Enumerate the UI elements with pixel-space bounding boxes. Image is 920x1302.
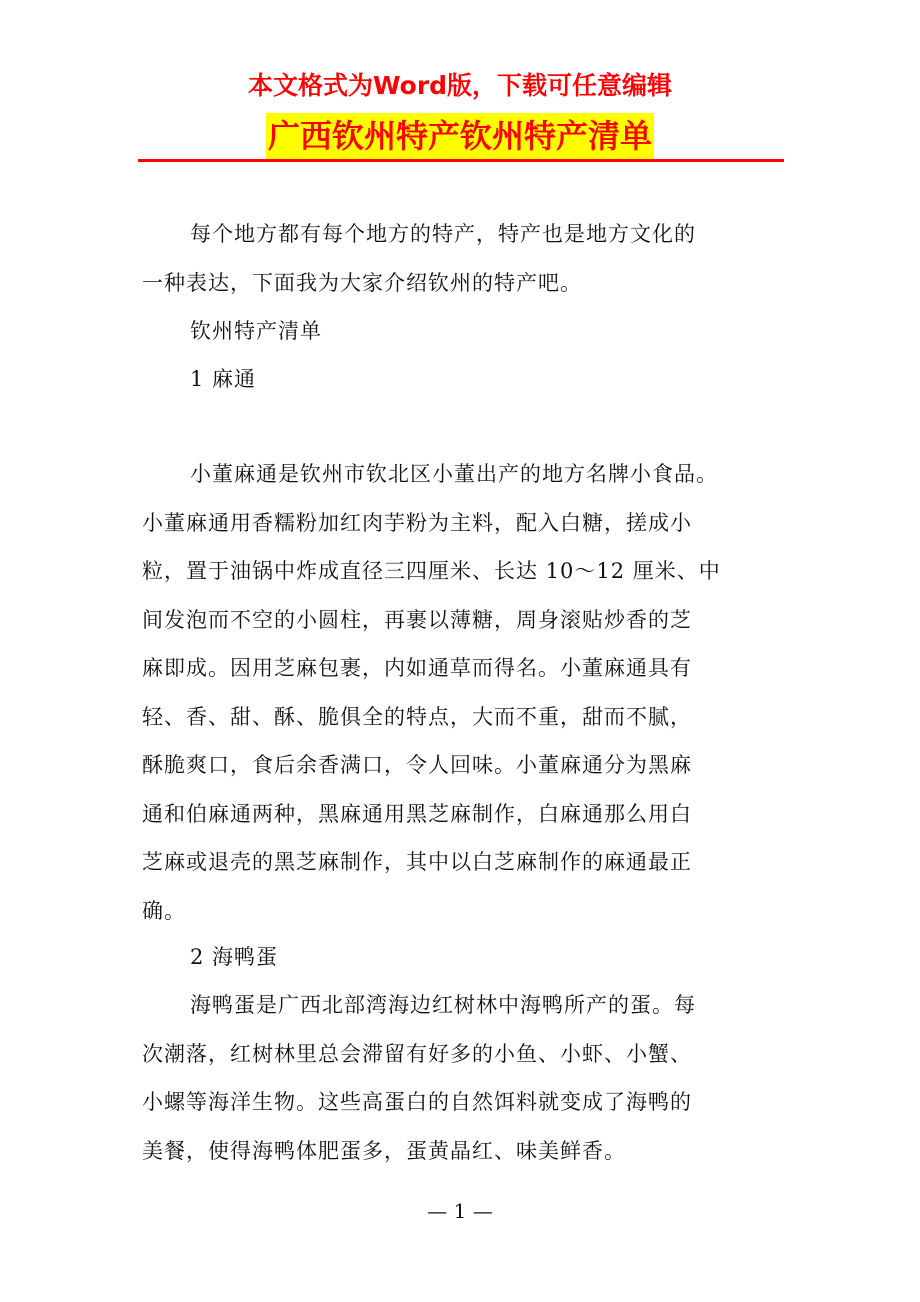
document-title-text: 广西钦州特产钦州特产清单 [266, 113, 654, 159]
section-heading-text: 钦州特产清单 [190, 319, 322, 343]
intro-paragraph [142, 210, 778, 307]
item-heading-2 [142, 933, 778, 982]
item-heading-text: 1 麻通 [190, 367, 257, 391]
paragraph-line: 小螺等海洋生物。这些高蛋白的自然饵料就变成了海鸭的 [142, 1090, 692, 1114]
item-heading-text: 2 海鸭蛋 [190, 945, 279, 969]
paragraph-line: 海鸭蛋是广西北部湾海边红树林中海鸭所产的蛋。每 [190, 993, 696, 1017]
paragraph-line: 次潮落，红树林里总会滞留有好多的小鱼、小虾、小蟹、 [142, 1041, 692, 1066]
paragraph-line: 间发泡而不空的小圆柱，再裹以薄糖，周身滚贴炒香的芝 [142, 607, 692, 632]
download-banner: 本文格式为Word版，下载可任意编辑 [247, 71, 673, 100]
item-heading-1 [142, 355, 778, 404]
item-1-paragraph [142, 450, 778, 935]
paragraph-line: 确。 [142, 898, 186, 923]
paragraph-line: 小董麻通是钦州市钦北区小董出产的地方名牌小食品。 [190, 462, 718, 486]
section-heading [142, 307, 778, 356]
page-number: — 1 — [427, 1199, 493, 1223]
paragraph-line: 一种表达，下面我为大家介绍钦州的特产吧。 [142, 270, 582, 295]
item-2-paragraph [142, 981, 778, 1175]
document-title [0, 113, 920, 159]
paragraph-line: 酥脆爽口，食后余香满口，令人回味。小董麻通分为黑麻 [142, 753, 692, 777]
paragraph-line: 每个地方都有每个地方的特产，特产也是地方文化的 [190, 222, 696, 246]
paragraph-line: 美餐，使得海鸭体肥蛋多，蛋黄晶红、味美鲜香。 [142, 1138, 626, 1163]
paragraph-line: 小董麻通用香糯粉加红肉芋粉为主料，配入白糖，搓成小 [142, 510, 692, 535]
paragraph-line: 通和伯麻通两种，黑麻通用黑芝麻制作，白麻通那么用白 [142, 801, 692, 826]
paragraph-line: 麻即成。因用芝麻包裹，内如通草而得名。小董麻通具有 [142, 656, 692, 680]
title-divider [138, 159, 784, 162]
paragraph-line: 轻、香、甜、酥、脆俱全的特点，大而不重，甜而不腻， [142, 704, 692, 729]
paragraph-line: 芝麻或退壳的黑芝麻制作，其中以白芝麻制作的麻通最正 [142, 850, 692, 874]
paragraph-line: 粒，置于油锅中炸成直径三四厘米、长达 10～12 厘米、中 [142, 559, 721, 583]
